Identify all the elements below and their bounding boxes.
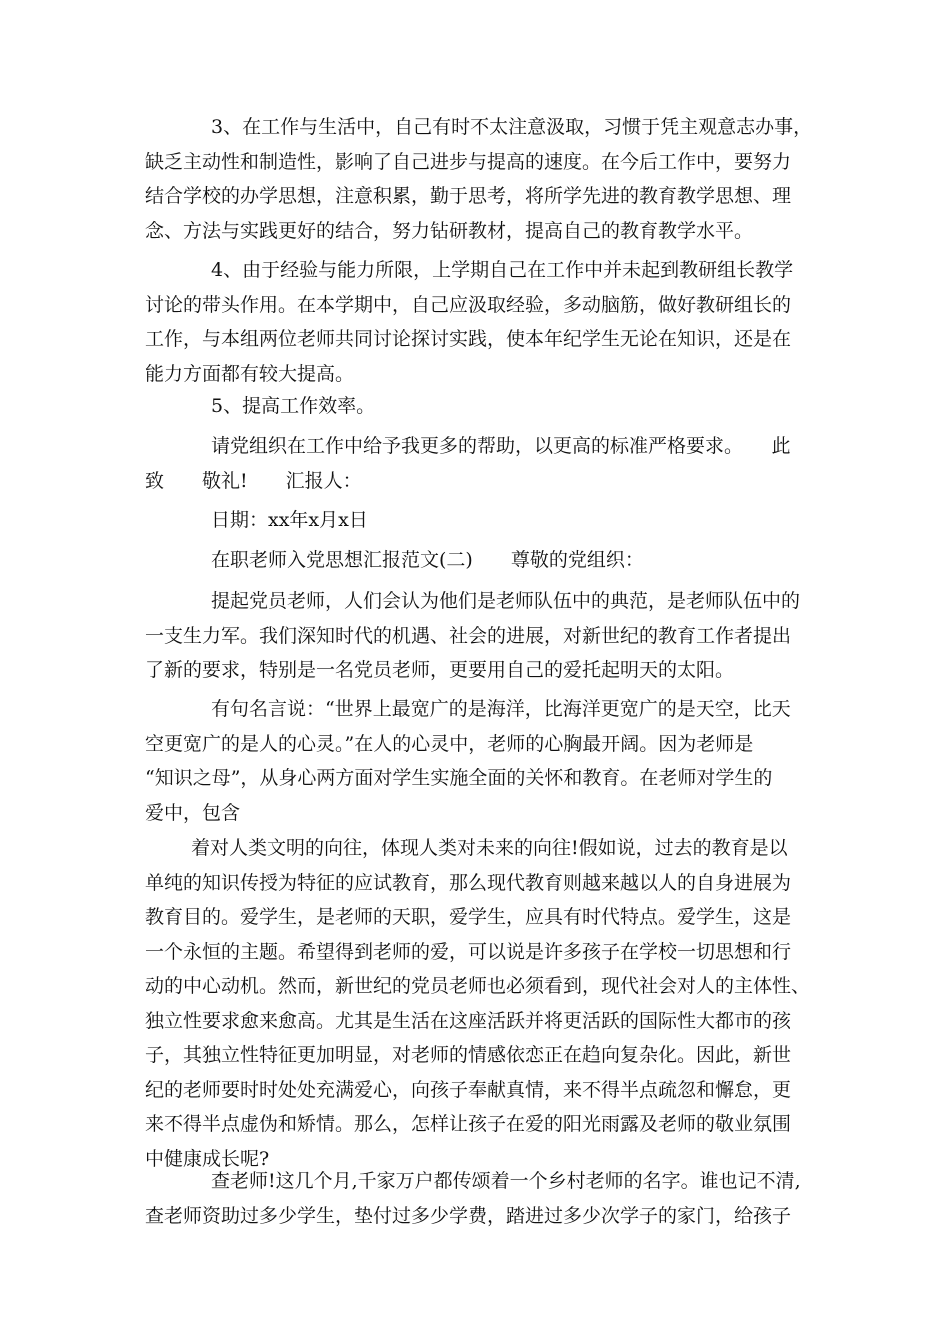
text-line: 中健康成长呢? bbox=[145, 1147, 270, 1170]
salutation-signature-line: 致 敬礼! 汇报人： bbox=[145, 469, 362, 492]
text-line: 5、提高工作效率。 bbox=[211, 395, 376, 417]
text-line: 一支生力军。我们深知时代的机遇、社会的进展，对新世纪的教育工作者提出 bbox=[145, 624, 792, 647]
text-line: 讨论的带头作用。在本学期中，自己应汲取经验，多动脑筋，做好教研组长的 bbox=[145, 293, 792, 316]
text-line: 来不得半点虚伪和矫情。那么，怎样让孩子在爱的阳光雨露及老师的敬业氛围 bbox=[145, 1113, 792, 1135]
text-line: 有句名言说：“世界上最宽广的是海洋，比海洋更宽广的是天空，比天 bbox=[211, 698, 791, 720]
text-line: 请党组织在工作中给予我更多的帮助，以更高的标准严格要求。 此 bbox=[211, 435, 791, 457]
section-title bbox=[145, 543, 825, 578]
text-line: 单纯的知识传授为特征的应试教育，那么现代教育则越来越以人的自身进展为 bbox=[145, 871, 792, 894]
text-line: 空更宽广的是人的心灵。”在人的心灵中，老师的心胸最开阔。因为老师是 bbox=[145, 732, 754, 755]
text-line: 动的中心动机。然而，新世纪的党员老师也必须看到，现代社会对人的主体性、 bbox=[145, 975, 811, 997]
text-line: 查老师!这几个月,千家万户都传颂着一个乡村老师的名字。谁也记不清, bbox=[211, 1170, 801, 1192]
closing-paragraph bbox=[145, 429, 825, 498]
text-line: 教育目的。爱学生，是老师的天职，爱学生，应具有时代特点。爱学生，这是 bbox=[145, 906, 792, 928]
text-line: 缺乏主动性和制造性，影响了自己进步与提高的速度。在今后工作中，要努力 bbox=[145, 150, 792, 173]
intro-paragraph bbox=[145, 584, 825, 688]
text-line: 查老师资助过多少学生，垫付过多少学费，踏进过多少次学子的家门，给孩子 bbox=[145, 1204, 792, 1227]
text-line: 在职老师入党思想汇报范文(二) 尊敬的党组织： bbox=[211, 549, 644, 571]
love-paragraph bbox=[145, 831, 825, 1176]
text-line: 一个永恒的主题。希望得到老师的爱，可以说是许多孩子在学校一切思想和行 bbox=[145, 940, 792, 963]
text-line: 日期：xx年x月x日 bbox=[211, 509, 368, 531]
text-line: 念、方法与实践更好的结合，努力钻研教材，提高自己的教育教学水平。 bbox=[145, 219, 754, 242]
text-line: 3、在工作与生活中，自己有时不太注意汲取，习惯于凭主观意志办事， bbox=[211, 116, 813, 138]
text-line: 提起党员老师，人们会认为他们是老师队伍中的典范，是老师队伍中的 bbox=[211, 590, 801, 612]
text-line: 了新的要求，特别是一名党员老师，更要用自己的爱托起明天的太阳。 bbox=[145, 659, 735, 681]
text-line: 工作，与本组两位老师共同讨论探讨实践，使本年纪学生无论在知识，还是在 bbox=[145, 328, 792, 350]
text-line: 独立性要求愈来愈高。尤其是生活在这座活跃并将更活跃的国际性大都市的孩 bbox=[145, 1009, 792, 1032]
text-line: 结合学校的办学思想，注意积累，勤于思考，将所学先进的教育教学思想、理 bbox=[145, 185, 792, 207]
text-line: 能力方面都有较大提高。 bbox=[145, 362, 355, 385]
text-line: 纪的老师要时时处处充满爱心，向孩子奉献真情，来不得半点疏忽和懈怠，更 bbox=[145, 1078, 792, 1101]
text-line: 着对人类文明的向往，体现人类对未来的向往!假如说，过去的教育是以 bbox=[191, 837, 788, 859]
cha-paragraph bbox=[145, 1164, 825, 1233]
paragraph-item-5 bbox=[145, 389, 825, 424]
paragraph-item-4 bbox=[145, 253, 825, 391]
text-line: 4、由于经验与能力所限，上学期自己在工作中并未起到教研组长教学 bbox=[211, 259, 794, 281]
paragraph-item-3 bbox=[145, 110, 825, 248]
date-line bbox=[145, 503, 825, 538]
text-line: 爱中，包含 bbox=[145, 801, 241, 824]
quote-paragraph bbox=[145, 692, 825, 830]
text-line: 子，其独立性特征更加明显，对老师的情感依恋正在趋向复杂化。因此，新世 bbox=[145, 1044, 792, 1066]
text-line: “知识之母”，从身心两方面对学生实施全面的关怀和教育。在老师对学生的 bbox=[145, 767, 773, 789]
